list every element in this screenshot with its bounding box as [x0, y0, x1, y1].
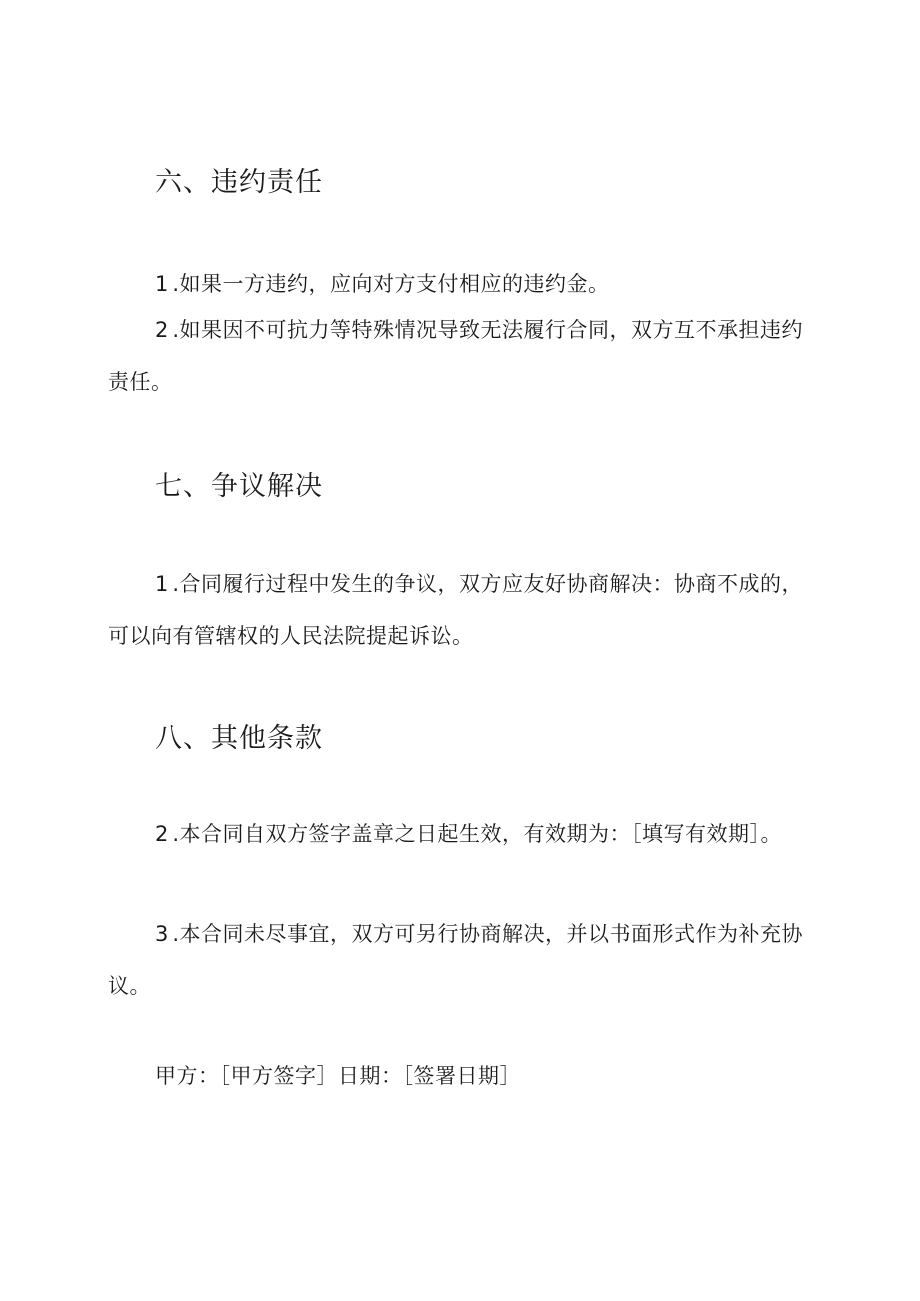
clause-breach-2	[108, 304, 808, 408]
clause-number: 3	[155, 922, 173, 946]
clause-number: 1	[155, 572, 173, 596]
clause-text: .如果因不可抗力等特殊情况导致无法履行合同，双方互不承担违约责任。	[108, 318, 804, 394]
section-heading-dispute: 七、争议解决	[155, 471, 323, 502]
clause-number: 2	[155, 318, 173, 342]
clause-text: .本合同自双方签字盖章之日起生效，有效期为：［填写有效期］。	[172, 822, 783, 846]
clause-number: 2	[155, 822, 173, 846]
section-heading-breach: 六、违约责任	[155, 167, 323, 198]
section-heading-other: 八、其他条款	[155, 723, 323, 754]
clause-text: .本合同未尽事宜，双方可另行协商解决，并以书面形式作为补充协议。	[108, 922, 804, 998]
signature-line: 甲方：［甲方签字］日期：［签署日期］	[155, 1064, 521, 1088]
clause-other-2	[108, 808, 808, 860]
clause-dispute-1	[108, 558, 808, 662]
clause-text: .如果一方违约，应向对方支付相应的违约金。	[172, 272, 610, 296]
clause-breach-1	[108, 258, 808, 310]
clause-number: 1	[155, 272, 173, 296]
clause-other-3	[108, 908, 808, 1012]
clause-text: .合同履行过程中发生的争议，双方应友好协商解决：协商不成的，可以向有管辖权的人民法院提起诉讼。	[108, 572, 804, 648]
